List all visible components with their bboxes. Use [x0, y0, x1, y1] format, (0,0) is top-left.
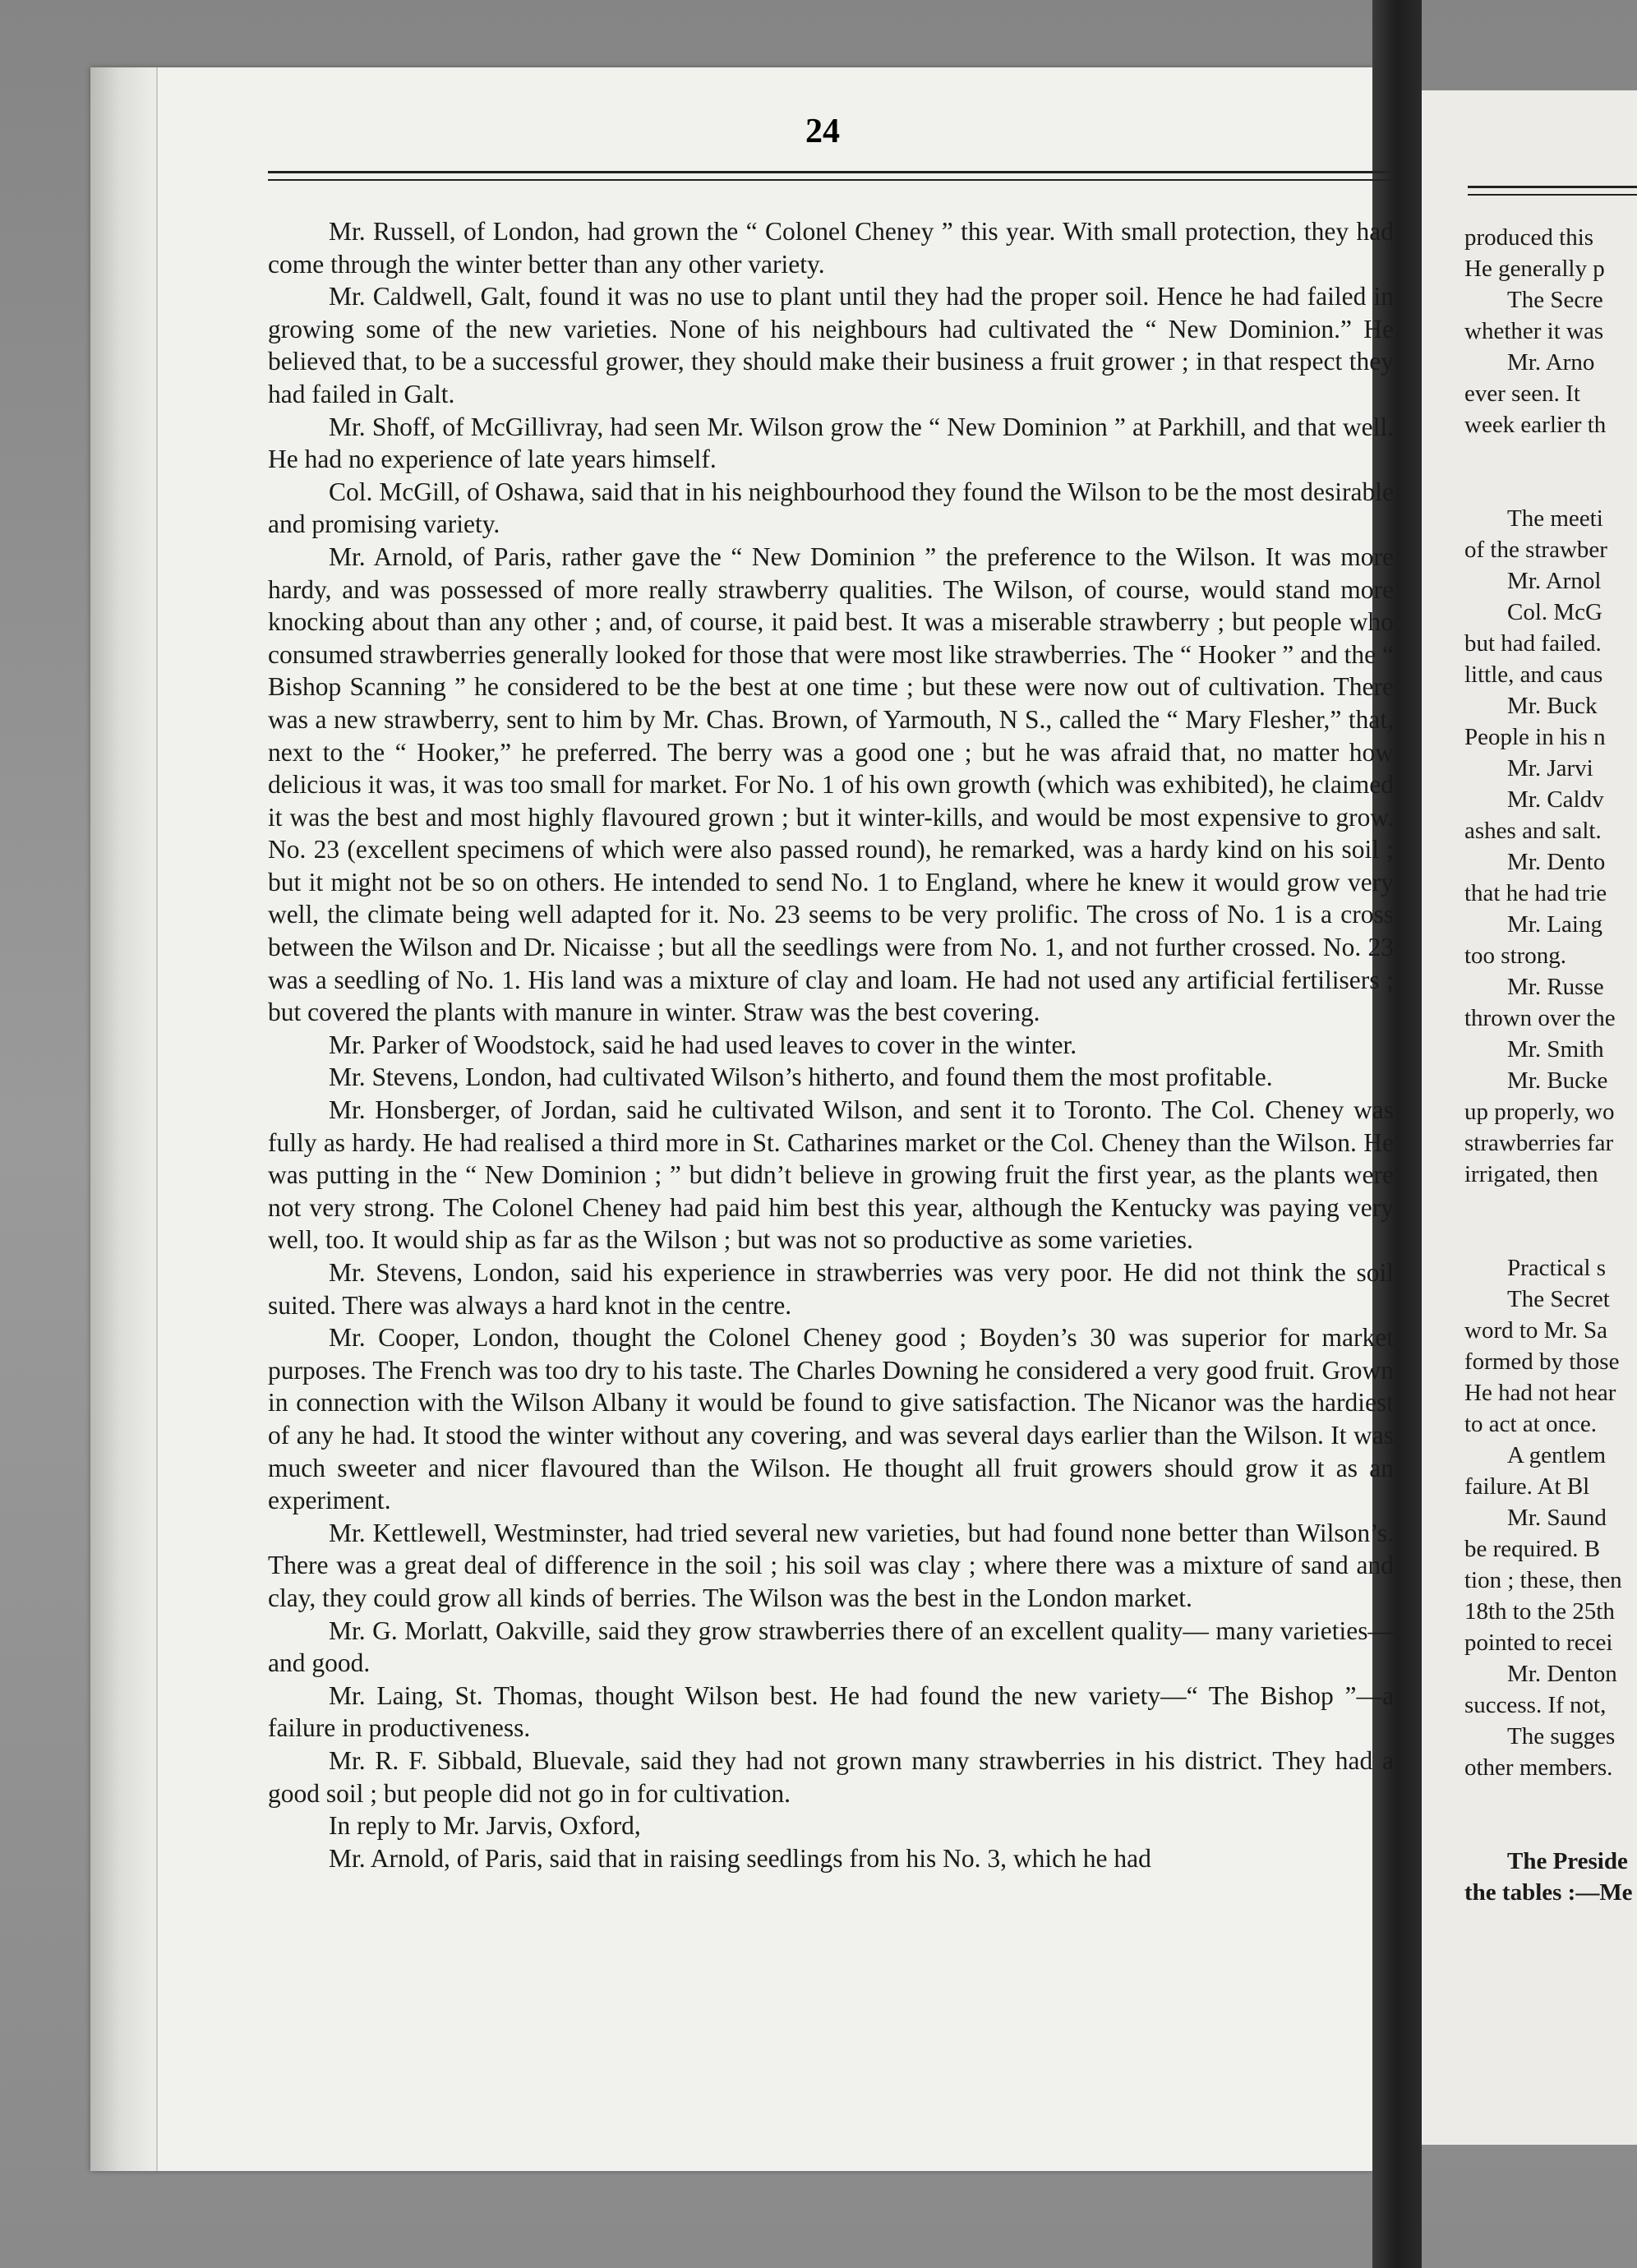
right-line: Mr. Saund: [1507, 1505, 1607, 1531]
right-line: [1464, 1783, 1637, 1814]
right-page-rule-bottom: [1468, 194, 1637, 196]
page-binding-shadow: [90, 67, 156, 2171]
right-line: of the strawber: [1464, 537, 1607, 563]
paragraph: Col. McGill, of Oshawa, said that in his neighbourhood they found the Wilson to be the most desirable and promising variety.: [268, 477, 1394, 539]
right-line: that he had trie: [1464, 880, 1607, 906]
right-line: He had not hear: [1464, 1380, 1616, 1406]
right-line: Mr. Caldv: [1507, 786, 1604, 813]
right-line: the tables :—Me: [1464, 1879, 1633, 1906]
right-line: ashes and salt.: [1464, 818, 1602, 844]
right-line: Mr. Denton: [1507, 1661, 1617, 1687]
right-line: failure. At Bl: [1464, 1473, 1590, 1500]
header-rule-bottom: [268, 179, 1394, 181]
right-line: [1464, 1221, 1637, 1252]
right-line: 18th to the 25th: [1464, 1598, 1615, 1625]
right-line: Mr. Arno: [1507, 349, 1595, 376]
page-number: 24: [805, 113, 840, 150]
header-rule-top: [268, 171, 1394, 173]
right-line: whether it was: [1464, 318, 1604, 344]
right-line: to act at once.: [1464, 1411, 1598, 1437]
right-line: [1464, 1190, 1637, 1221]
right-line: be required. B: [1464, 1536, 1601, 1562]
right-line: Mr. Dento: [1507, 849, 1606, 875]
paragraph: Mr. Stevens, London, had cultivated Wilson’s hitherto, and found them the most profitable.: [329, 1063, 1273, 1092]
right-page-rule-top: [1468, 186, 1637, 188]
right-line: Mr. Bucke: [1507, 1067, 1608, 1094]
right-line: [1464, 1814, 1637, 1846]
right-line: The Preside: [1507, 1848, 1628, 1874]
paragraph: Mr. Laing, St. Thomas, thought Wilson best. He had found the new variety—“ The Bishop ”—a failure in productiveness.: [268, 1680, 1394, 1743]
right-line: but had failed.: [1464, 630, 1602, 657]
right-line: The Secret: [1507, 1286, 1610, 1312]
paragraph: Mr. Honsberger, of Jordan, said he cultivated Wilson, and sent it to Toronto. The Col. Cheney was fully as hardy. He had realised a third more in St. Catharines market or the Col. Cheney than the Wilson. He was putting in the “ New Dominion ; ” but didn’t believe in growing fruit the first year, as the plants were not very strong. The Colonel Cheney had paid him best this year, although the Kentucky was paying very well, too. It would ship as far as the Wilson ; but was not so productive as some varieties.: [268, 1095, 1394, 1255]
right-line: Mr. Buck: [1507, 693, 1598, 719]
right-line: The meeti: [1507, 505, 1603, 532]
right-line: pointed to recei: [1464, 1630, 1613, 1656]
paragraph: Mr. Russell, of London, had grown the “ Colonel Cheney ” this year. With small protection, they had come through the winter better than any other variety.: [268, 217, 1394, 279]
right-line: Mr. Jarvi: [1507, 755, 1593, 781]
paragraph: Mr. Kettlewell, Westminster, had tried several new varieties, but had found none better than Wilson’s. There was a great deal of difference in the soil ; his soil was clay ; where there was a mixture of sand and clay, they could grow all kinds of berries. The Wilson was the best in the London market.: [268, 1518, 1394, 1612]
right-line: The Secre: [1507, 287, 1603, 313]
right-line: ever seen. It: [1464, 380, 1580, 407]
right-page-text-fragment: [1464, 222, 1637, 1908]
paragraph: Mr. Arnold, of Paris, rather gave the “ New Dominion ” the preference to the Wilson. It was more hardy, and was possessed of more really strawberry qualities. The Wilson, of course, would stand more knocking about than any other ; and, of course, it paid best. It was a miserable strawberry ; but people who consumed strawberries generally looked for those that were most like strawberries. The “ Hooker ” and the “ Bishop Scanning ” he considered to be the best at one time ; but these were now out of cultivation. There was a new strawberry, sent to him by Mr. Chas. Brown, of Yarmouth, N S., called the “ Mary Flesher,” that, next to the “ Hooker,” he preferred. The berry was a good one ; but he was afraid that, no matter how delicious it was, it was too small for market. For No. 1 of his own growth (which was exhibited), he claimed it was the best and most highly flavoured grown ; but it winter-kills, and would be most expensive to grow. No. 23 (excellent specimens of which were also passed round), he remarked, was a hardy kind on his soil ; but it might not be so on others. He intended to send No. 1 to England, where he knew it would grow very well, the climate being well adapted for it. No. 23 seems to be very prolific. The cross of No. 1 is a cross between the Wilson and Dr. Nicaisse ; but all the seedlings were from No. 1, and not further crossed. No. 23 was a seedling of No. 1. His land was a mixture of clay and loam. He had not used any artificial fertilisers ; but covered the plants with manure in winter. Straw was the best covering.: [268, 542, 1394, 1027]
right-line: week earlier th: [1464, 412, 1607, 438]
right-line: Mr. Russe: [1507, 974, 1604, 1000]
paragraph: Mr. Cooper, London, thought the Colonel Cheney good ; Boyden’s 30 was superior for market purposes. The French was too dry to his taste. The Charles Downing he considered a very good fruit. Grown in connection with the Wilson Albany it would be found to give satisfaction. The Nicanor was the hardiest of any he had. It stood the winter without any covering, and was several days earlier than the Wilson. It was much sweeter and nicer flavoured than the Wilson. He thought all fruit growers should grow it as an experiment.: [268, 1323, 1394, 1515]
right-line: Col. McG: [1507, 599, 1602, 625]
right-line: [1464, 472, 1637, 503]
right-line: produced this: [1464, 224, 1594, 251]
right-line: Mr. Laing: [1507, 911, 1602, 938]
right-line: little, and caus: [1464, 662, 1603, 688]
paragraph: Mr. Stevens, London, said his experience in strawberries was very poor. He did not think the soil suited. There was always a hard knot in the centre.: [268, 1258, 1394, 1320]
right-line: too strong.: [1464, 943, 1567, 969]
right-line: success. If not,: [1464, 1692, 1607, 1718]
right-line: tion ; these, then: [1464, 1567, 1622, 1593]
right-line: [1464, 440, 1637, 472]
right-line: irrigated, then: [1464, 1161, 1598, 1187]
binding-edge: [156, 67, 158, 2171]
right-line: He generally p: [1464, 256, 1605, 282]
paragraph: Mr. Shoff, of McGillivray, had seen Mr. Wilson grow the “ New Dominion ” at Parkhill, and that well. He had no experience of late years himself.: [268, 412, 1394, 474]
right-line: Mr. Smith: [1507, 1036, 1604, 1063]
paragraph: Mr. G. Morlatt, Oakville, said they grow strawberries there of an excellent quality— many varieties—and good.: [268, 1616, 1394, 1678]
right-line: other members.: [1464, 1754, 1613, 1781]
paragraph: Mr. Parker of Woodstock, said he had used leaves to cover in the winter.: [329, 1030, 1077, 1059]
paragraph: Mr. Arnold, of Paris, said that in raising seedlings from his No. 3, which he had: [329, 1843, 1151, 1873]
paragraph: Mr. R. F. Sibbald, Bluevale, said they had not grown many strawberries in his district. They had a good soil ; but people did not go in for cultivation.: [268, 1745, 1394, 1808]
right-line: formed by those: [1464, 1348, 1620, 1375]
right-line: thrown over the: [1464, 1005, 1616, 1031]
right-line: strawberries far: [1464, 1130, 1614, 1156]
right-line: Mr. Arnol: [1507, 568, 1602, 594]
right-line: The sugges: [1507, 1723, 1616, 1749]
right-line: People in his n: [1464, 724, 1606, 750]
right-line: A gentlem: [1507, 1442, 1607, 1468]
paragraph: Mr. Caldwell, Galt, found it was no use to plant until they had the proper soil. Hence he had failed in growing some of the new varieties. None of his neighbours had cultivated the “ New Dominion.” He believed that, to be a successful grower, they should make their business a fruit grower ; in that respect they had failed in Galt.: [268, 282, 1394, 408]
right-line: Practical s: [1507, 1255, 1606, 1281]
main-text-column: [268, 215, 1394, 1874]
paragraph: In reply to Mr. Jarvis, Oxford,: [329, 1811, 641, 1841]
right-line: up properly, wo: [1464, 1099, 1615, 1125]
right-line: word to Mr. Sa: [1464, 1317, 1607, 1344]
